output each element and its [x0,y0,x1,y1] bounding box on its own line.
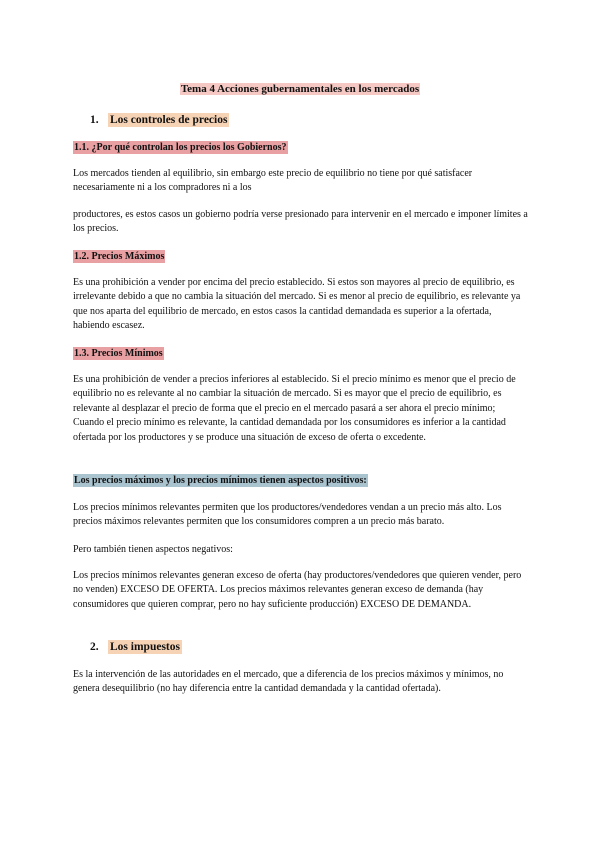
paragraph: Pero también tienen aspectos negativos: [73,544,233,555]
section-number: 2. [90,641,99,653]
document-title [0,82,600,96]
paragraph: Es una prohibición de vender a precios inferiores al establecido. Si el precio mínimo es menor que el precio de equilibrio no es relevante al no cambiar la situación de mercado. Si es mayor que el precio de equilibrio, es relevante al desplazar el precio de forma que el precio en el mercado pasará a ser ahora el precio mínimo; Cuando el precio mínimo es relevante, la cantidad demandada por los consumidores es inferior a la cantidad ofertada por los productores y se produce una situación de exceso de oferta o excedente. [73,374,516,443]
subsection-heading-1-1: 1.1. ¿Por qué controlan los precios los Gobiernos? [74,142,287,153]
paragraph: Es la intervención de las autoridades en el mercado, que a diferencia de los precios máximos y mínimos, no genera desequilibrio (no hay diferencia entre la cantidad demandada y la cantidad ofertada). [73,669,504,695]
section-title: Los controles de precios [110,114,228,126]
paragraph: Los mercados tienden al equilibrio, sin embargo este precio de equilibrio no tiene por qué satisfacer necesariamente ni a los compradores ni a los [73,168,473,194]
document-title-text: Tema 4 Acciones gubernamentales en los mercados [180,83,420,95]
section-heading-1 [90,113,229,128]
section-number: 1. [90,114,99,126]
section-title: Los impuestos [110,641,180,653]
section-heading-2 [90,640,182,655]
paragraph: Los precios mínimos relevantes permiten que los productores/vendedores vendan a un precio más alto. Los precios máximos relevantes permiten que los consumidores compren a un precio más barato. [73,502,502,528]
paragraph: productores, es estos casos un gobierno podría verse presionado para intervenir en el mercado e imponer límites a los precios. [73,209,528,235]
paragraph: Es una prohibición a vender por encima del precio establecido. Si estos son mayores al precio de equilibrio, es irrelevante debido a que no cambia la situación del mercado. Si es menor al precio de equilibrio, es relevante ya que nos aparta del equilibrio de mercado, en estos casos la cantidad demandada es superior a la ofertada, habiendo escasez. [73,277,521,332]
subsection-heading-1-3: 1.3. Precios Mínimos [74,348,163,359]
paragraph: Los precios mínimos relevantes generan exceso de oferta (hay productores/vendedores que quieren vender, pero no venden) EXCESO DE OFERTA. Los precios máximos relevantes generan exceso de demanda (hay consumidores que quieren comprar, pero no hay suficiente producción) EXCESO DE DEMANDA. [73,570,522,610]
positive-aspects-heading: Los precios máximos y los precios mínimos tienen aspectos positivos: [74,475,367,486]
subsection-heading-1-2: 1.2. Precios Máximos [74,251,165,262]
